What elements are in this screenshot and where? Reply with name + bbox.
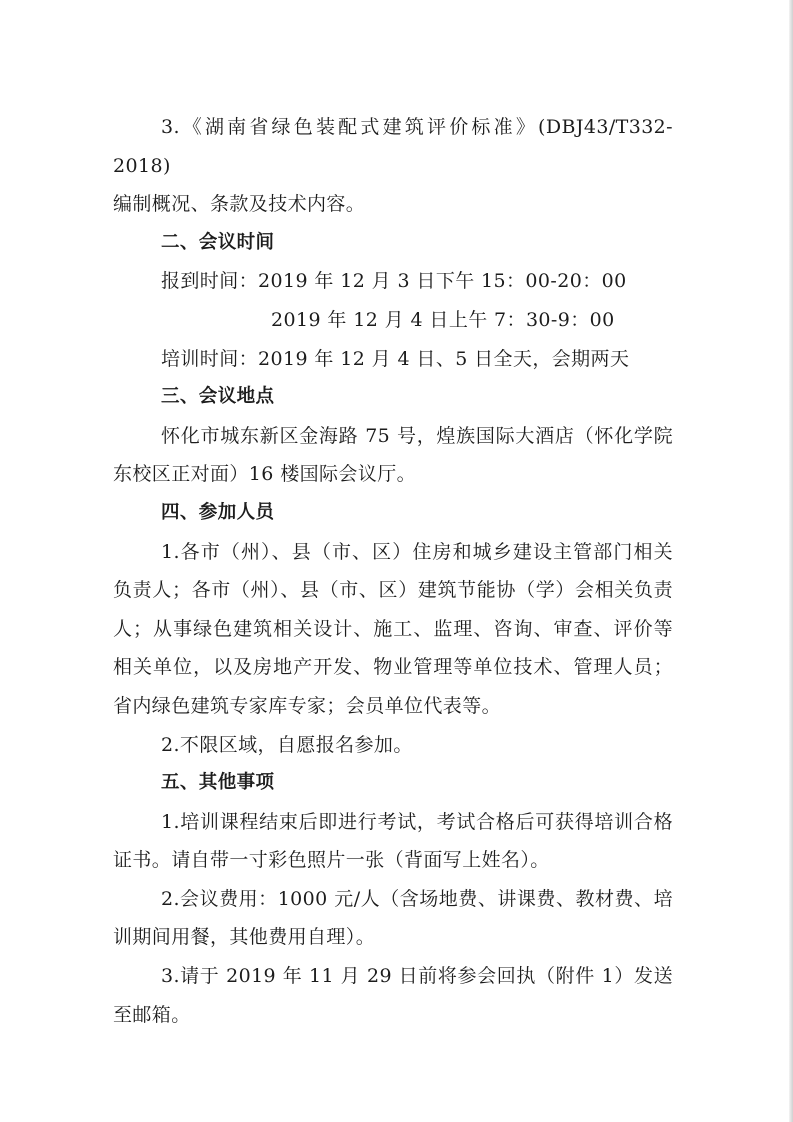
page-edge [789, 0, 793, 1122]
other-paragraph-2: 2.会议费用：1000 元/人（含场地费、讲课费、教材费、培训期间用餐，其他费用自理）。 [113, 887, 673, 949]
other-paragraph-1: 1.培训课程结束后即进行考试，考试合格后可获得培训合格证书。请自带一寸彩色照片一张（背面写上姓名）。 [113, 810, 673, 872]
section5-heading: 五、其他事项 [161, 772, 275, 794]
other-paragraph-3: 3.请于 2019 年 11 月 29 日前将参会回执（附件 1）发送至邮箱。 [113, 965, 673, 1026]
training-time: 培训时间：2019 年 12 月 4 日、5 日全天，会期两天 [161, 347, 630, 370]
document-body [113, 108, 673, 1034]
checkin-time-line2: 2019 年 12 月 4 日上午 7：30-9：00 [271, 308, 615, 331]
section2-heading: 二、会议时间 [161, 231, 275, 253]
checkin-time-line1: 报到时间：2019 年 12 月 3 日下午 15：00-20：00 [161, 270, 627, 293]
section4-heading: 四、参加人员 [161, 501, 275, 523]
participants-paragraph-2: 2.不限区域，自愿报名参加。 [161, 733, 413, 756]
venue-paragraph: 怀化市城东新区金海路 75 号，煌族国际大酒店（怀化学院东校区正对面）16 楼国际会议厅。 [113, 424, 673, 486]
section3-heading: 三、会议地点 [161, 386, 275, 408]
item3-standard-line1: 3.《湖南省绿色装配式建筑评价标准》(DBJ43/T332-2018) [113, 116, 673, 177]
item3-standard-line2: 编制概况、条款及技术内容。 [113, 193, 366, 216]
participants-paragraph-1: 1.各市（州）、县（市、区）住房和城乡建设主管部门相关负责人；各市（州）、县（市、区）建筑节能协（学）会相关负责人；从事绿色建筑相关设计、施工、监理、咨询、审查、评价等相关单位，以及房地产开发、物业管理等单位技术、管理人员；省内绿色建筑专家库专家；会员单位代表等。 [113, 540, 673, 717]
